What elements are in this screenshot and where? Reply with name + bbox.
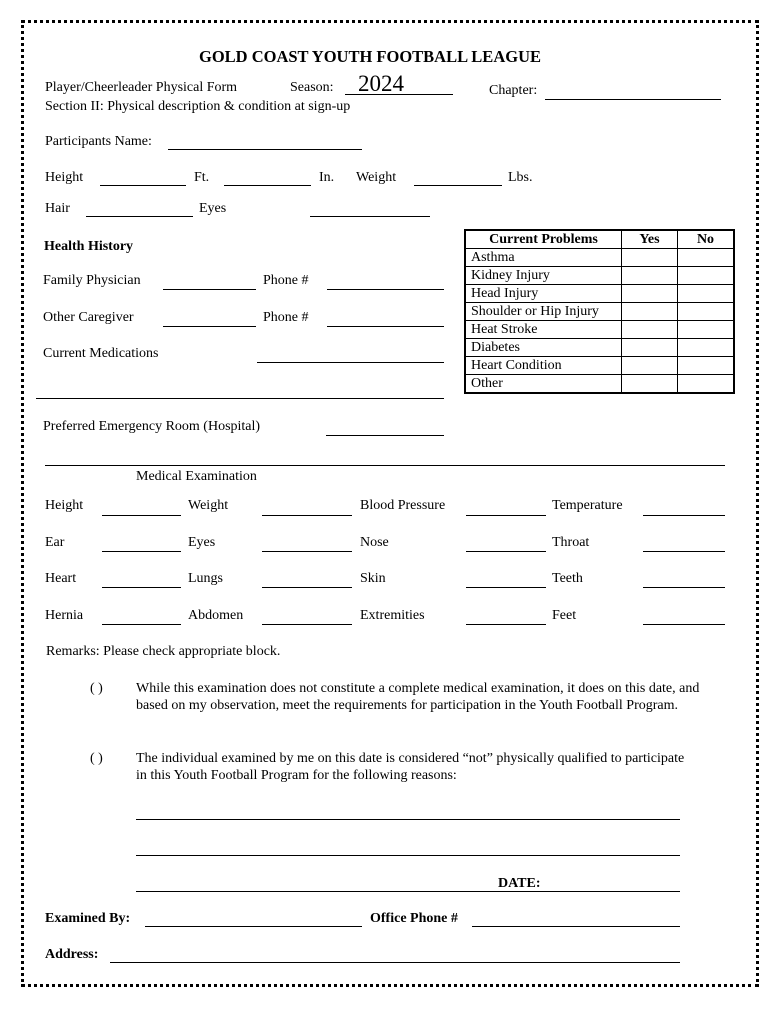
problem-heat-stroke: Heat Stroke <box>465 321 622 339</box>
lbs-label: Lbs. <box>508 170 533 185</box>
yes-cell[interactable] <box>622 303 678 321</box>
exam-abdomen-field[interactable] <box>262 624 352 625</box>
date-label: DATE: <box>498 876 541 891</box>
chapter-label: Chapter: <box>489 83 538 98</box>
problem-asthma: Asthma <box>465 249 622 267</box>
exam-teeth-label: Teeth <box>552 571 583 586</box>
examined-by-field[interactable] <box>145 926 362 927</box>
hair-field[interactable] <box>86 216 193 217</box>
season-label: Season: <box>290 80 334 95</box>
exam-height-label: Height <box>45 498 84 513</box>
current-problems-table <box>464 229 735 394</box>
weight-field[interactable] <box>414 185 502 186</box>
eyes-label: Eyes <box>199 201 227 216</box>
in-label: In. <box>319 170 335 185</box>
option-not-qualified-text: The individual examined by me on this date is considered “not” physically qualified to participate in this Youth Football Program for the following reasons: <box>136 751 685 783</box>
yes-cell[interactable] <box>622 267 678 285</box>
phone-label-2: Phone # <box>263 310 309 325</box>
exam-hernia-field[interactable] <box>102 624 181 625</box>
exam-hernia-label: Hernia <box>45 608 84 623</box>
family-physician-field[interactable] <box>163 289 256 290</box>
exam-lungs-label: Lungs <box>188 571 223 586</box>
problem-other: Other <box>465 375 622 394</box>
height-in-field[interactable] <box>224 185 311 186</box>
problem-heart-condition: Heart Condition <box>465 357 622 375</box>
exam-ear-field[interactable] <box>102 551 181 552</box>
no-cell[interactable] <box>678 321 735 339</box>
col-header-no: No <box>678 230 735 249</box>
form-name: Player/Cheerleader Physical Form <box>45 80 238 95</box>
examined-by-label: Examined By: <box>45 911 131 926</box>
emergency-room-label: Preferred Emergency Room (Hospital) <box>43 419 261 434</box>
address-label: Address: <box>45 947 99 962</box>
yes-cell[interactable] <box>622 339 678 357</box>
season-value[interactable]: 2024 <box>358 71 404 96</box>
exam-nose-field[interactable] <box>466 551 546 552</box>
exam-feet-label: Feet <box>552 608 577 623</box>
checkbox-not-qualified[interactable]: ( ) <box>90 751 103 766</box>
emergency-room-field[interactable] <box>326 435 444 436</box>
yes-cell[interactable] <box>622 375 678 394</box>
exam-eyes-label: Eyes <box>188 535 216 550</box>
health-history-heading: Health History <box>44 239 134 254</box>
exam-bp-field[interactable] <box>466 515 546 516</box>
exam-heart-label: Heart <box>45 571 77 586</box>
chapter-field[interactable] <box>545 99 721 100</box>
reasons-line-1[interactable] <box>136 819 680 820</box>
family-physician-label: Family Physician <box>43 273 141 288</box>
exam-extremities-label: Extremities <box>360 608 425 623</box>
exam-eyes-field[interactable] <box>262 551 352 552</box>
no-cell[interactable] <box>678 375 735 394</box>
exam-nose-label: Nose <box>360 535 389 550</box>
current-medications-field[interactable] <box>257 362 444 363</box>
exam-lungs-field[interactable] <box>262 587 352 588</box>
col-header-problems: Current Problems <box>465 230 622 249</box>
participant-name-label: Participants Name: <box>45 134 152 149</box>
office-phone-field[interactable] <box>472 926 680 927</box>
problem-kidney-injury: Kidney Injury <box>465 267 622 285</box>
ft-label: Ft. <box>194 170 210 185</box>
no-cell[interactable] <box>678 267 735 285</box>
eyes-field[interactable] <box>310 216 430 217</box>
current-medications-field-2[interactable] <box>36 398 444 399</box>
no-cell[interactable] <box>678 249 735 267</box>
hair-label: Hair <box>45 201 70 216</box>
exam-teeth-field[interactable] <box>643 587 725 588</box>
yes-cell[interactable] <box>622 321 678 339</box>
height-ft-field[interactable] <box>100 185 186 186</box>
exam-feet-field[interactable] <box>643 624 725 625</box>
other-caregiver-label: Other Caregiver <box>43 310 134 325</box>
participant-name-field[interactable] <box>168 149 362 150</box>
exam-bp-label: Blood Pressure <box>360 498 446 513</box>
weight-label: Weight <box>356 170 397 185</box>
exam-temp-label: Temperature <box>552 498 623 513</box>
office-phone-label: Office Phone # <box>370 911 458 926</box>
physician-phone-field[interactable] <box>327 289 444 290</box>
exam-extremities-field[interactable] <box>466 624 546 625</box>
exam-temp-field[interactable] <box>643 515 725 516</box>
problem-diabetes: Diabetes <box>465 339 622 357</box>
exam-weight-label: Weight <box>188 498 229 513</box>
height-label: Height <box>45 170 84 185</box>
checkbox-qualified[interactable]: ( ) <box>90 681 103 696</box>
exam-skin-field[interactable] <box>466 587 546 588</box>
col-header-yes: Yes <box>622 230 678 249</box>
address-field[interactable] <box>110 962 680 963</box>
remarks-label: Remarks: Please check appropriate block. <box>46 644 281 659</box>
section-heading: Section II: Physical description & condition at sign-up <box>45 99 351 114</box>
yes-cell[interactable] <box>622 249 678 267</box>
season-line <box>345 94 453 95</box>
other-caregiver-field[interactable] <box>163 326 256 327</box>
reasons-line-3[interactable] <box>136 891 680 892</box>
reasons-line-2[interactable] <box>136 855 680 856</box>
no-cell[interactable] <box>678 357 735 375</box>
yes-cell[interactable] <box>622 285 678 303</box>
no-cell[interactable] <box>678 339 735 357</box>
option-qualified-text: While this examination does not constitute a complete medical examination, it does on this date, and based on my observation, meet the requirements for participation in the Youth Football Program. <box>136 681 700 713</box>
problem-head-injury: Head Injury <box>465 285 622 303</box>
no-cell[interactable] <box>678 303 735 321</box>
exam-throat-label: Throat <box>552 535 590 550</box>
exam-weight-field[interactable] <box>262 515 352 516</box>
current-medications-label: Current Medications <box>43 346 159 361</box>
caregiver-phone-field[interactable] <box>327 326 444 327</box>
phone-label-1: Phone # <box>263 273 309 288</box>
yes-cell[interactable] <box>622 357 678 375</box>
exam-abdomen-label: Abdomen <box>188 608 244 623</box>
problem-shoulder-hip: Shoulder or Hip Injury <box>465 303 622 321</box>
exam-height-field[interactable] <box>102 515 181 516</box>
form-title: GOLD COAST YOUTH FOOTBALL LEAGUE <box>199 47 541 66</box>
exam-heart-field[interactable] <box>102 587 181 588</box>
exam-ear-label: Ear <box>45 535 65 550</box>
no-cell[interactable] <box>678 285 735 303</box>
exam-throat-field[interactable] <box>643 551 725 552</box>
exam-skin-label: Skin <box>360 571 386 586</box>
section-divider <box>45 465 725 466</box>
medical-exam-heading: Medical Examination <box>136 469 257 484</box>
